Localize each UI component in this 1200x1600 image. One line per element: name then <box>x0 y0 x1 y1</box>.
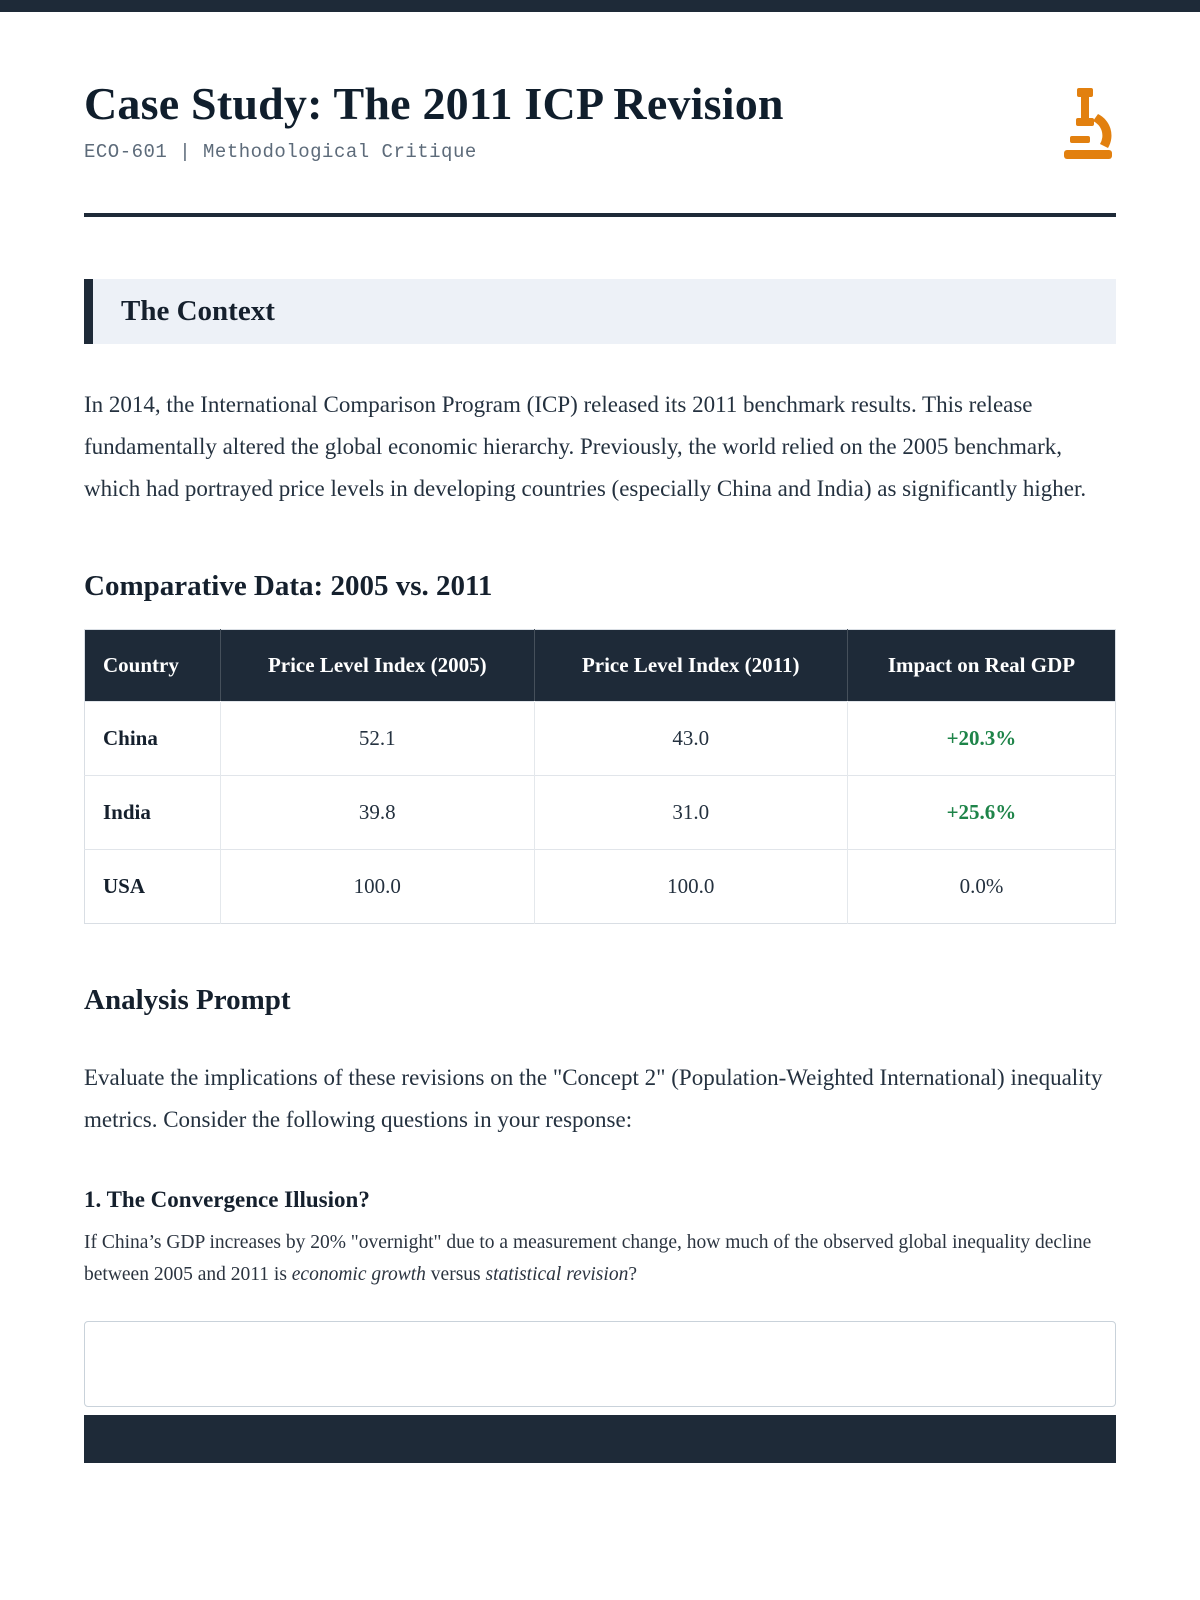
question-1-text <box>84 1227 1116 1291</box>
document-page <box>0 12 1200 1463</box>
question-1-italic1: economic growth <box>291 1263 426 1285</box>
cell-country: China <box>85 701 221 775</box>
table-section-heading: Comparative Data: 2005 vs. 2011 <box>84 569 493 602</box>
context-section <box>84 279 1116 510</box>
column-header-country: Country <box>85 629 221 701</box>
analysis-section <box>84 984 1116 1407</box>
table-row-usa <box>85 849 1116 923</box>
course-subtitle: ECO-601 | Methodological Critique <box>84 140 477 163</box>
context-heading-block <box>84 279 1116 344</box>
header <box>84 78 1116 169</box>
column-header-impact: Impact on Real GDP <box>847 629 1115 701</box>
comparison-section <box>84 570 1116 924</box>
cell-impact: +25.6% <box>847 775 1115 849</box>
analysis-intro: Evaluate the implications of these revisions on the "Concept 2" (Population-Weighted International) inequality metrics. Consider the following questions in your response: <box>84 1064 1103 1132</box>
column-header-pli-2005: Price Level Index (2005) <box>221 629 534 701</box>
cell-impact: 0.0% <box>847 849 1115 923</box>
cell-impact: +20.3% <box>847 701 1115 775</box>
page-title: Case Study: The 2011 ICP Revision <box>84 78 784 129</box>
cell-pli-2011: 31.0 <box>534 775 847 849</box>
header-text <box>84 78 784 165</box>
table-row-china <box>85 701 1116 775</box>
cell-pli-2011: 100.0 <box>534 849 847 923</box>
context-paragraph: In 2014, the International Comparison Program (ICP) released its 2011 benchmark results. This release fundamentally altered the global economic hierarchy. Previously, the world relied on the 2005 benchmark, which had portrayed price levels in developing countries (especially China and India) as significantly higher. <box>84 392 1087 501</box>
question-1-italic2: statistical revision <box>485 1263 629 1285</box>
analysis-heading: Analysis Prompt <box>84 983 291 1016</box>
bottom-dark-bar <box>84 1415 1116 1463</box>
cell-pli-2011: 43.0 <box>534 701 847 775</box>
top-accent-bar <box>0 0 1200 12</box>
cell-country: USA <box>85 849 221 923</box>
question-1-heading: 1. The Convergence Illusion? <box>84 1186 370 1212</box>
cell-pli-2005: 52.1 <box>221 701 534 775</box>
cell-pli-2005: 100.0 <box>221 849 534 923</box>
cell-country: India <box>85 775 221 849</box>
header-divider <box>84 213 1116 217</box>
question-1-part2: versus <box>425 1263 486 1285</box>
answer-textarea[interactable] <box>84 1321 1116 1407</box>
question-1-part1: If China’s GDP increases by 20% "overnight" due to a measurement change, how much of the observed global inequality decline between 2005 and 2011 is <box>84 1231 1092 1285</box>
table-row-india <box>85 775 1116 849</box>
question-1-part3: ? <box>628 1263 637 1285</box>
comparison-table <box>84 629 1116 924</box>
cell-pli-2005: 39.8 <box>221 775 534 849</box>
context-heading: The Context <box>121 295 275 327</box>
microscope-icon <box>1060 88 1116 169</box>
column-header-pli-2011: Price Level Index (2011) <box>534 629 847 701</box>
table-header-row <box>85 629 1116 701</box>
